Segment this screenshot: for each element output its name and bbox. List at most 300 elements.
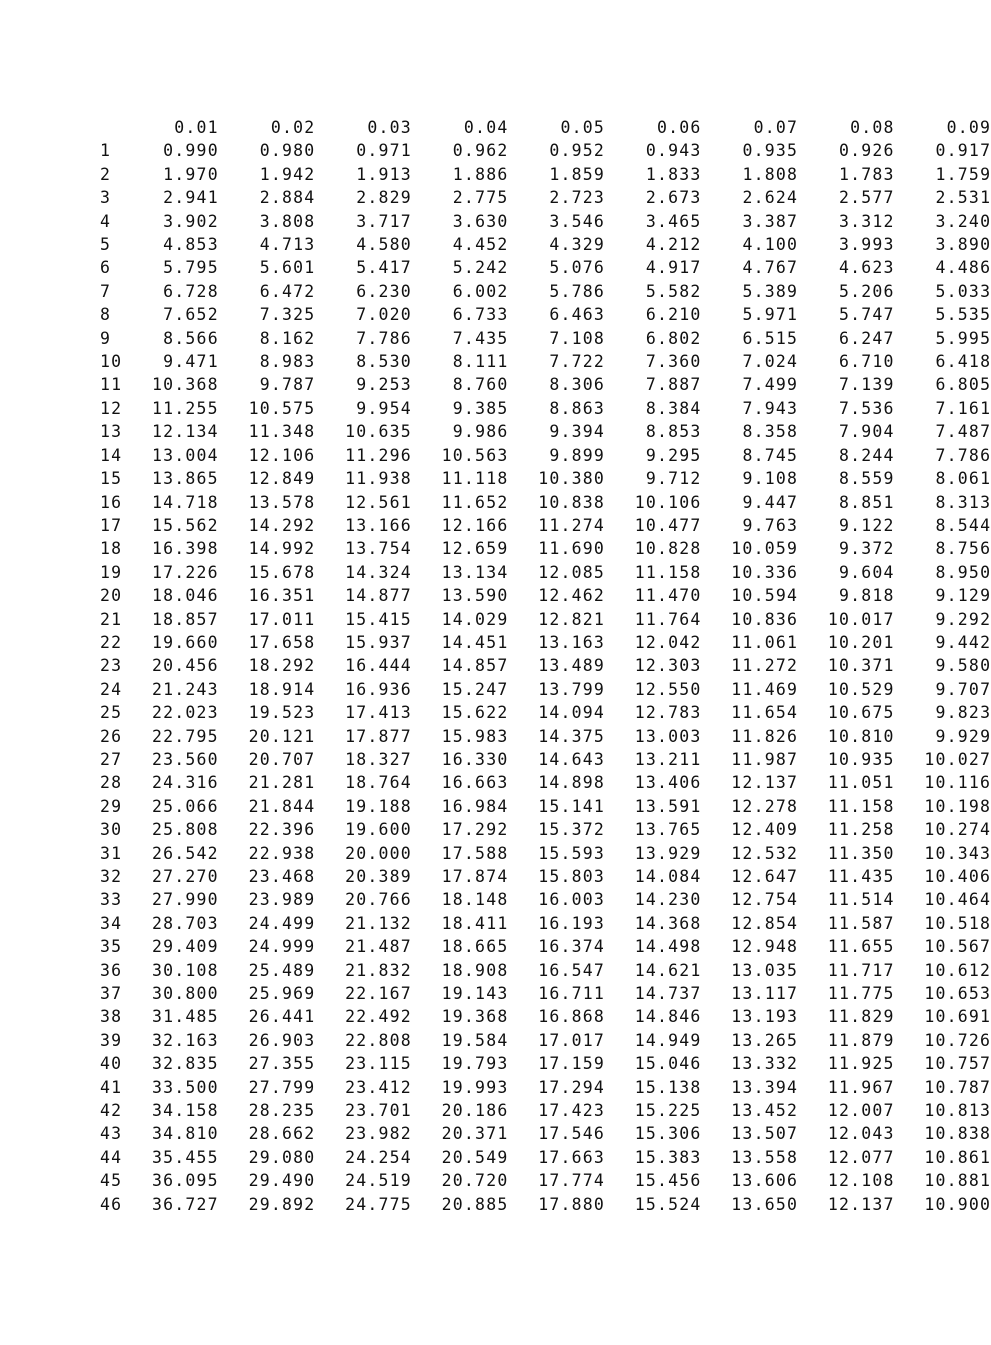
value-cell: 6.002: [452, 281, 509, 301]
value-cell: 8.863: [549, 398, 606, 418]
value-cell: 12.948: [731, 937, 799, 957]
value-cell: 4.853: [163, 235, 219, 255]
period-cell: 18: [100, 539, 123, 559]
value-cell: 10.106: [634, 492, 702, 512]
value-cell: 8.559: [838, 469, 895, 489]
value-cell: 10.343: [924, 843, 991, 863]
value-cell: 17.546: [538, 1124, 606, 1144]
value-cell: 14.292: [248, 515, 316, 535]
period-cell: 25: [100, 703, 123, 723]
value-cell: 16.351: [248, 586, 316, 606]
value-cell: 7.108: [549, 328, 606, 348]
period-cell: 8: [100, 305, 112, 325]
value-cell: 17.011: [248, 609, 316, 629]
value-cell: 11.652: [441, 492, 509, 512]
value-cell: 17.658: [248, 632, 316, 652]
table-row: [88, 631, 991, 654]
value-cell: 19.143: [441, 984, 509, 1004]
value-cell: 16.984: [441, 796, 509, 816]
value-cell: 26.441: [248, 1007, 316, 1027]
value-cell: 18.046: [152, 586, 219, 606]
value-cell: 13.765: [634, 820, 702, 840]
value-cell: 15.138: [634, 1077, 702, 1097]
value-cell: 1.970: [163, 164, 219, 184]
value-cell: 1.783: [838, 164, 895, 184]
table-row: [88, 303, 991, 326]
value-cell: 6.728: [163, 281, 219, 301]
value-cell: 32.163: [152, 1030, 219, 1050]
value-cell: 14.029: [441, 609, 509, 629]
table-row: [88, 163, 991, 186]
value-cell: 6.515: [742, 328, 799, 348]
value-cell: 19.660: [152, 632, 219, 652]
value-cell: 10.567: [924, 937, 991, 957]
value-cell: 10.836: [731, 609, 799, 629]
value-cell: 8.745: [742, 445, 799, 465]
period-cell: 3: [100, 188, 112, 208]
value-cell: 5.747: [838, 305, 895, 325]
value-cell: 3.546: [549, 211, 606, 231]
value-cell: 10.406: [924, 867, 991, 886]
value-cell: 6.230: [356, 281, 412, 301]
value-cell: 4.486: [935, 258, 991, 278]
table-row: [88, 444, 991, 467]
period-cell: 1: [100, 141, 112, 161]
table-row: [88, 701, 991, 724]
period-cell: 21: [100, 609, 123, 629]
value-cell: 5.995: [935, 328, 991, 348]
value-cell: 2.673: [645, 188, 702, 208]
table-row: [88, 748, 991, 771]
value-cell: 10.575: [248, 398, 316, 418]
value-cell: 5.206: [838, 281, 895, 301]
value-cell: 11.469: [731, 679, 799, 699]
value-cell: 9.292: [935, 609, 991, 629]
period-cell: 44: [100, 1147, 123, 1167]
value-cell: 33.500: [152, 1077, 219, 1097]
value-cell: 18.148: [441, 890, 509, 910]
period-cell: 27: [100, 749, 123, 769]
value-cell: 19.600: [345, 820, 412, 840]
value-cell: 21.132: [345, 913, 412, 933]
value-cell: 19.188: [345, 796, 412, 816]
value-cell: 13.452: [731, 1101, 799, 1121]
table-row: [88, 139, 991, 162]
value-cell: 13.004: [152, 445, 219, 465]
value-cell: 17.774: [538, 1171, 606, 1191]
value-cell: 1.942: [259, 164, 316, 184]
period-cell: 14: [100, 445, 123, 465]
value-cell: 12.043: [827, 1124, 895, 1144]
value-cell: 8.530: [356, 352, 412, 372]
value-cell: 13.163: [538, 632, 606, 652]
value-cell: 11.938: [345, 469, 412, 489]
value-cell: 12.106: [248, 445, 316, 465]
value-cell: 13.332: [731, 1054, 799, 1074]
value-cell: 19.368: [441, 1007, 509, 1027]
period-cell: 10: [100, 352, 123, 372]
value-cell: 8.313: [935, 492, 991, 512]
value-cell: 11.348: [248, 422, 316, 442]
value-cell: 14.498: [634, 937, 702, 957]
value-cell: 14.718: [152, 492, 219, 512]
value-cell: 10.900: [924, 1194, 991, 1214]
period-cell: 38: [100, 1007, 123, 1027]
value-cell: 5.417: [356, 258, 412, 278]
value-cell: 11.764: [634, 609, 702, 629]
value-cell: 0.952: [549, 141, 606, 161]
value-cell: 8.306: [549, 375, 606, 395]
value-cell: 8.566: [163, 328, 219, 348]
value-cell: 16.003: [538, 890, 606, 910]
period-cell: 39: [100, 1030, 123, 1050]
rate-header: 0.05: [560, 118, 606, 137]
value-cell: 3.993: [838, 235, 895, 255]
value-cell: 9.129: [935, 586, 991, 606]
value-cell: 7.943: [742, 398, 799, 418]
value-cell: 20.707: [248, 749, 316, 769]
period-cell: 23: [100, 656, 123, 676]
period-cell: 12: [100, 398, 123, 418]
table-row: [88, 1099, 991, 1122]
value-cell: 13.558: [731, 1147, 799, 1167]
value-cell: 29.080: [248, 1147, 316, 1167]
rate-header: 0.09: [946, 118, 991, 137]
period-cell: 15: [100, 469, 123, 489]
table-row: [88, 608, 991, 631]
value-cell: 11.255: [152, 398, 219, 418]
period-cell: 19: [100, 562, 123, 582]
value-cell: 5.795: [163, 258, 219, 278]
value-cell: 29.409: [152, 937, 219, 957]
value-cell: 9.707: [935, 679, 991, 699]
value-cell: 18.327: [345, 749, 412, 769]
value-cell: 12.042: [634, 632, 702, 652]
value-cell: 12.085: [538, 562, 606, 582]
value-cell: 25.808: [152, 820, 219, 840]
value-cell: 9.929: [935, 726, 991, 746]
value-cell: 16.398: [152, 539, 219, 559]
period-cell: 5: [100, 235, 112, 255]
value-cell: 13.929: [634, 843, 702, 863]
value-cell: 5.076: [549, 258, 606, 278]
value-cell: 15.593: [538, 843, 606, 863]
header-row: [88, 116, 991, 139]
value-cell: 16.547: [538, 960, 606, 980]
value-cell: 11.350: [827, 843, 895, 863]
value-cell: 23.982: [345, 1124, 412, 1144]
value-cell: 13.406: [634, 773, 702, 793]
value-cell: 12.854: [731, 913, 799, 933]
period-cell: 4: [100, 211, 112, 231]
table-row: [88, 654, 991, 677]
value-cell: 12.303: [634, 656, 702, 676]
value-cell: 0.943: [645, 141, 702, 161]
value-cell: 4.452: [452, 235, 509, 255]
value-cell: 6.210: [645, 305, 702, 325]
table-row: [88, 1169, 991, 1192]
value-cell: 9.122: [838, 515, 895, 535]
value-cell: 17.159: [538, 1054, 606, 1074]
value-cell: 3.240: [935, 211, 991, 231]
value-cell: 27.990: [152, 890, 219, 910]
value-cell: 9.823: [935, 703, 991, 723]
value-cell: 17.588: [441, 843, 509, 863]
value-cell: 8.544: [935, 515, 991, 535]
value-cell: 11.258: [827, 820, 895, 840]
value-cell: 21.487: [345, 937, 412, 957]
value-cell: 10.116: [924, 773, 991, 793]
table-row: [88, 280, 991, 303]
value-cell: 9.580: [935, 656, 991, 676]
value-cell: 13.799: [538, 679, 606, 699]
value-cell: 29.892: [248, 1194, 316, 1214]
value-cell: 10.653: [924, 984, 991, 1004]
value-cell: 4.580: [356, 235, 412, 255]
value-cell: 10.563: [441, 445, 509, 465]
value-cell: 7.887: [645, 375, 702, 395]
value-cell: 8.384: [645, 398, 702, 418]
value-cell: 15.562: [152, 515, 219, 535]
value-cell: 4.917: [645, 258, 702, 278]
value-cell: 14.949: [634, 1030, 702, 1050]
value-cell: 15.383: [634, 1147, 702, 1167]
value-cell: 10.594: [731, 586, 799, 606]
value-cell: 10.371: [827, 656, 895, 676]
table-row: [88, 771, 991, 794]
value-cell: 8.983: [259, 352, 316, 372]
value-cell: 11.717: [827, 960, 895, 980]
value-cell: 13.606: [731, 1171, 799, 1191]
value-cell: 22.938: [248, 843, 316, 863]
value-cell: 10.336: [731, 562, 799, 582]
value-cell: 0.935: [742, 141, 799, 161]
value-cell: 13.035: [731, 960, 799, 980]
value-cell: 20.720: [441, 1171, 509, 1191]
value-cell: 36.095: [152, 1171, 219, 1191]
rate-header: 0.03: [367, 118, 412, 137]
value-cell: 17.226: [152, 562, 219, 582]
value-cell: 10.201: [827, 632, 895, 652]
value-cell: 9.712: [645, 469, 702, 489]
period-cell: 42: [100, 1101, 123, 1121]
value-cell: 20.186: [441, 1101, 509, 1121]
value-cell: 0.971: [356, 141, 412, 161]
value-cell: 6.463: [549, 305, 606, 325]
value-cell: 14.643: [538, 749, 606, 769]
value-cell: 11.296: [345, 445, 412, 465]
value-cell: 13.754: [345, 539, 412, 559]
value-cell: 1.859: [549, 164, 606, 184]
value-cell: 23.989: [248, 890, 316, 910]
value-cell: 26.903: [248, 1030, 316, 1050]
value-cell: 10.017: [827, 609, 895, 629]
value-cell: 15.306: [634, 1124, 702, 1144]
value-cell: 9.295: [645, 445, 702, 465]
table-row: [88, 186, 991, 209]
value-cell: 13.650: [731, 1194, 799, 1214]
value-cell: 36.727: [152, 1194, 219, 1214]
value-cell: 10.838: [924, 1124, 991, 1144]
value-cell: 12.647: [731, 867, 799, 886]
value-cell: 17.413: [345, 703, 412, 723]
value-cell: 12.137: [827, 1194, 895, 1214]
table-row: [88, 959, 991, 982]
period-cell: 26: [100, 726, 123, 746]
value-cell: 17.017: [538, 1030, 606, 1050]
period-cell: 40: [100, 1054, 123, 1074]
value-cell: 15.372: [538, 820, 606, 840]
value-cell: 3.717: [356, 211, 412, 231]
table-row: [88, 233, 991, 256]
value-cell: 12.659: [441, 539, 509, 559]
value-cell: 8.851: [838, 492, 895, 512]
period-cell: 11: [100, 375, 123, 395]
value-cell: 13.591: [634, 796, 702, 816]
value-cell: 19.584: [441, 1030, 509, 1050]
value-cell: 9.787: [259, 375, 316, 395]
value-cell: 23.560: [152, 749, 219, 769]
value-cell: 13.265: [731, 1030, 799, 1050]
value-cell: 16.374: [538, 937, 606, 957]
value-cell: 18.908: [441, 960, 509, 980]
value-cell: 13.134: [441, 562, 509, 582]
value-cell: 14.084: [634, 867, 702, 886]
table-row: [88, 725, 991, 748]
value-cell: 6.805: [935, 375, 991, 395]
value-cell: 23.115: [345, 1054, 412, 1074]
value-cell: 13.394: [731, 1077, 799, 1097]
value-cell: 31.485: [152, 1007, 219, 1027]
value-cell: 10.274: [924, 820, 991, 840]
value-cell: 2.624: [742, 188, 799, 208]
value-cell: 10.380: [538, 469, 606, 489]
table-body: [88, 139, 991, 1216]
value-cell: 9.442: [935, 632, 991, 652]
value-cell: 10.810: [827, 726, 895, 746]
value-cell: 14.898: [538, 773, 606, 793]
period-cell: 13: [100, 422, 123, 442]
value-cell: 20.121: [248, 726, 316, 746]
value-cell: 22.492: [345, 1007, 412, 1027]
value-cell: 15.046: [634, 1054, 702, 1074]
value-cell: 9.763: [742, 515, 799, 535]
value-cell: 11.655: [827, 937, 895, 957]
value-cell: 10.635: [345, 422, 412, 442]
value-cell: 8.111: [452, 352, 509, 372]
value-cell: 22.808: [345, 1030, 412, 1050]
period-cell: 7: [100, 281, 112, 301]
value-cell: 6.472: [259, 281, 316, 301]
value-cell: 24.499: [248, 913, 316, 933]
value-cell: 10.612: [924, 960, 991, 980]
value-cell: 19.793: [441, 1054, 509, 1074]
table-row: [88, 467, 991, 490]
value-cell: 13.865: [152, 469, 219, 489]
value-cell: 12.783: [634, 703, 702, 723]
value-cell: 10.935: [827, 749, 895, 769]
value-cell: 15.678: [248, 562, 316, 582]
rate-header: 0.01: [174, 118, 219, 137]
value-cell: 11.274: [538, 515, 606, 535]
value-cell: 18.914: [248, 679, 316, 699]
value-cell: 16.663: [441, 773, 509, 793]
value-cell: 0.962: [452, 141, 509, 161]
value-cell: 2.531: [935, 188, 991, 208]
period-cell: 32: [100, 867, 123, 886]
value-cell: 11.470: [634, 586, 702, 606]
value-cell: 10.787: [924, 1077, 991, 1097]
value-cell: 5.601: [259, 258, 316, 278]
value-cell: 12.108: [827, 1171, 895, 1191]
table-row: [88, 1076, 991, 1099]
value-cell: 10.518: [924, 913, 991, 933]
value-cell: 7.024: [742, 352, 799, 372]
value-cell: 20.885: [441, 1194, 509, 1214]
value-cell: 18.857: [152, 609, 219, 629]
value-cell: 11.158: [634, 562, 702, 582]
period-cell: 29: [100, 796, 123, 816]
value-cell: 20.456: [152, 656, 219, 676]
value-cell: 17.423: [538, 1101, 606, 1121]
value-cell: 9.385: [452, 398, 509, 418]
table-row: [88, 1122, 991, 1145]
value-cell: 10.813: [924, 1101, 991, 1121]
rate-header: 0.02: [270, 118, 316, 137]
value-cell: 9.604: [838, 562, 895, 582]
value-cell: 7.786: [356, 328, 412, 348]
value-cell: 12.137: [731, 773, 799, 793]
value-cell: 24.316: [152, 773, 219, 793]
value-cell: 16.444: [345, 656, 412, 676]
value-cell: 2.941: [163, 188, 219, 208]
value-cell: 10.027: [924, 749, 991, 769]
value-cell: 23.468: [248, 867, 316, 886]
value-cell: 28.703: [152, 913, 219, 933]
table-row: [88, 888, 991, 911]
value-cell: 14.368: [634, 913, 702, 933]
value-cell: 13.211: [634, 749, 702, 769]
table-row: [88, 678, 991, 701]
value-cell: 11.654: [731, 703, 799, 723]
value-cell: 14.324: [345, 562, 412, 582]
value-cell: 9.818: [838, 586, 895, 606]
value-cell: 22.167: [345, 984, 412, 1004]
value-cell: 23.412: [345, 1077, 412, 1097]
rate-header: 0.06: [657, 118, 702, 137]
value-cell: 11.051: [827, 773, 895, 793]
value-cell: 6.710: [838, 352, 895, 372]
table-row: [88, 982, 991, 1005]
value-cell: 11.690: [538, 539, 606, 559]
value-cell: 7.904: [838, 422, 895, 442]
table-row: [88, 373, 991, 396]
value-cell: 0.917: [935, 141, 991, 161]
table-row: [88, 1005, 991, 1028]
rate-header: 0.04: [463, 118, 509, 137]
value-cell: 15.415: [345, 609, 412, 629]
value-cell: 35.455: [152, 1147, 219, 1167]
table-row: [88, 842, 991, 865]
value-cell: 11.158: [827, 796, 895, 816]
period-cell: 9: [100, 328, 112, 348]
value-cell: 13.003: [634, 726, 702, 746]
value-cell: 3.808: [259, 211, 316, 231]
value-cell: 4.767: [742, 258, 799, 278]
value-cell: 12.278: [731, 796, 799, 816]
value-cell: 10.059: [731, 539, 799, 559]
value-cell: 23.701: [345, 1101, 412, 1121]
